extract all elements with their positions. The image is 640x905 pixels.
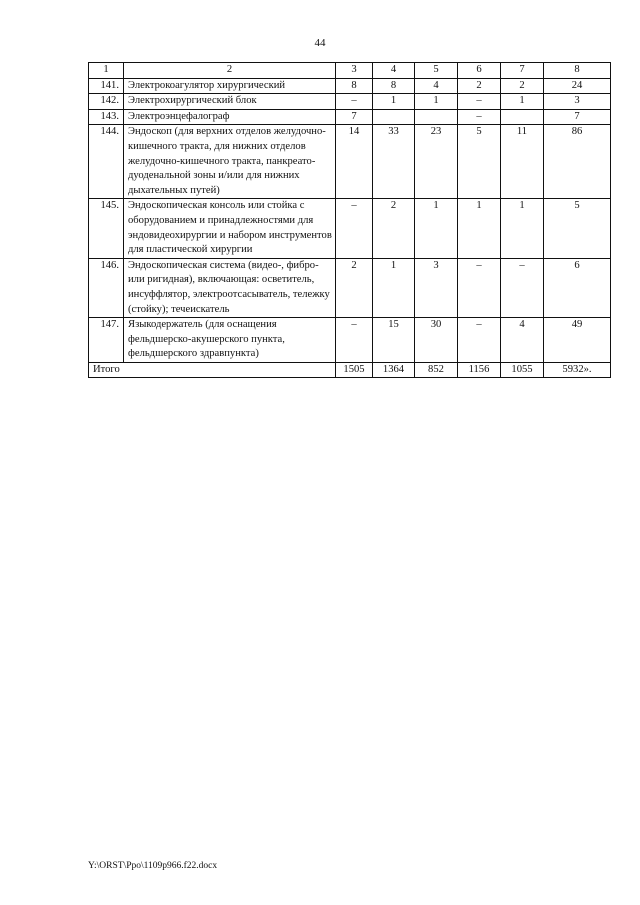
cell-col-4 (373, 109, 415, 125)
header-cell: 5 (415, 63, 458, 79)
cell-col-5: 30 (415, 318, 458, 363)
cell-col-7: 1 (501, 199, 544, 258)
row-number: 142. (89, 94, 124, 110)
header-cell: 1 (89, 63, 124, 79)
cell-col-7: – (501, 258, 544, 317)
header-cell: 6 (458, 63, 501, 79)
cell-col-3: 8 (336, 78, 373, 94)
cell-col-3: – (336, 199, 373, 258)
table-row (89, 318, 611, 363)
cell-col-8: 24 (544, 78, 611, 94)
cell-col-6: 5 (458, 125, 501, 199)
cell-col-5: 23 (415, 125, 458, 199)
row-number: 147. (89, 318, 124, 363)
row-name: Эндоскопическая консоль или стойка с оборудованием и принадлежностями для эндовидеохирургии и набором инструментов для пластической хирургии (124, 199, 336, 258)
cell-col-3: 2 (336, 258, 373, 317)
header-cell: 7 (501, 63, 544, 79)
cell-col-7: 1 (501, 94, 544, 110)
table-row (89, 125, 611, 199)
table-row (89, 109, 611, 125)
cell-col-6: – (458, 318, 501, 363)
total-col-8: 5932». (544, 362, 611, 378)
cell-col-3: – (336, 318, 373, 363)
header-cell: 2 (124, 63, 336, 79)
cell-col-5 (415, 109, 458, 125)
total-col-7: 1055 (501, 362, 544, 378)
cell-col-4: 1 (373, 258, 415, 317)
cell-col-5: 1 (415, 199, 458, 258)
cell-col-4: 1 (373, 94, 415, 110)
header-cell: 8 (544, 63, 611, 79)
cell-col-5: 1 (415, 94, 458, 110)
cell-col-5: 3 (415, 258, 458, 317)
row-number: 144. (89, 125, 124, 199)
table-row (89, 94, 611, 110)
cell-col-6: 1 (458, 199, 501, 258)
cell-col-8: 7 (544, 109, 611, 125)
row-number: 146. (89, 258, 124, 317)
cell-col-8: 6 (544, 258, 611, 317)
total-col-4: 1364 (373, 362, 415, 378)
table-row (89, 199, 611, 258)
cell-col-7: 4 (501, 318, 544, 363)
cell-col-4: 2 (373, 199, 415, 258)
cell-col-7 (501, 109, 544, 125)
cell-col-4: 33 (373, 125, 415, 199)
cell-col-3: 14 (336, 125, 373, 199)
total-col-5: 852 (415, 362, 458, 378)
cell-col-4: 15 (373, 318, 415, 363)
row-name: Эндоскоп (для верхних отделов желудочно-кишечного тракта, для нижних отделов желудочно-кишечного тракта, панкреато-дуоденальной зоны и/или для нижних дыхательных путей) (124, 125, 336, 199)
total-col-3: 1505 (336, 362, 373, 378)
table-row (89, 258, 611, 317)
cell-col-8: 5 (544, 199, 611, 258)
row-number: 141. (89, 78, 124, 94)
header-cell: 3 (336, 63, 373, 79)
cell-col-8: 86 (544, 125, 611, 199)
table-row (89, 78, 611, 94)
row-name: Языкодержатель (для оснащения фельдшерско-акушерского пункта, фельдшерского здравпункта) (124, 318, 336, 363)
total-row (89, 362, 611, 378)
cell-col-8: 49 (544, 318, 611, 363)
total-label: Итого (89, 362, 336, 378)
cell-col-6: – (458, 94, 501, 110)
row-name: Электрохирургический блок (124, 94, 336, 110)
cell-col-6: – (458, 109, 501, 125)
cell-col-7: 2 (501, 78, 544, 94)
cell-col-3: 7 (336, 109, 373, 125)
cell-col-8: 3 (544, 94, 611, 110)
cell-col-3: – (336, 94, 373, 110)
equipment-table (88, 62, 611, 378)
cell-col-6: – (458, 258, 501, 317)
cell-col-7: 11 (501, 125, 544, 199)
row-name: Электроэнцефалограф (124, 109, 336, 125)
cell-col-6: 2 (458, 78, 501, 94)
cell-col-4: 8 (373, 78, 415, 94)
header-cell: 4 (373, 63, 415, 79)
row-number: 143. (89, 109, 124, 125)
total-col-6: 1156 (458, 362, 501, 378)
row-name: Электрокоагулятор хирургический (124, 78, 336, 94)
file-path-footer: Y:\ORST\Ppo\1109p966.f22.docx (88, 861, 218, 871)
table-header-row (89, 63, 611, 79)
row-number: 145. (89, 199, 124, 258)
row-name: Эндоскопическая система (видео-, фибро- или ригидная), включающая: осветитель, инсуффлятор, электроотсасыватель, тележку (стойку); течеискатель (124, 258, 336, 317)
cell-col-5: 4 (415, 78, 458, 94)
page-number: 44 (314, 37, 326, 49)
